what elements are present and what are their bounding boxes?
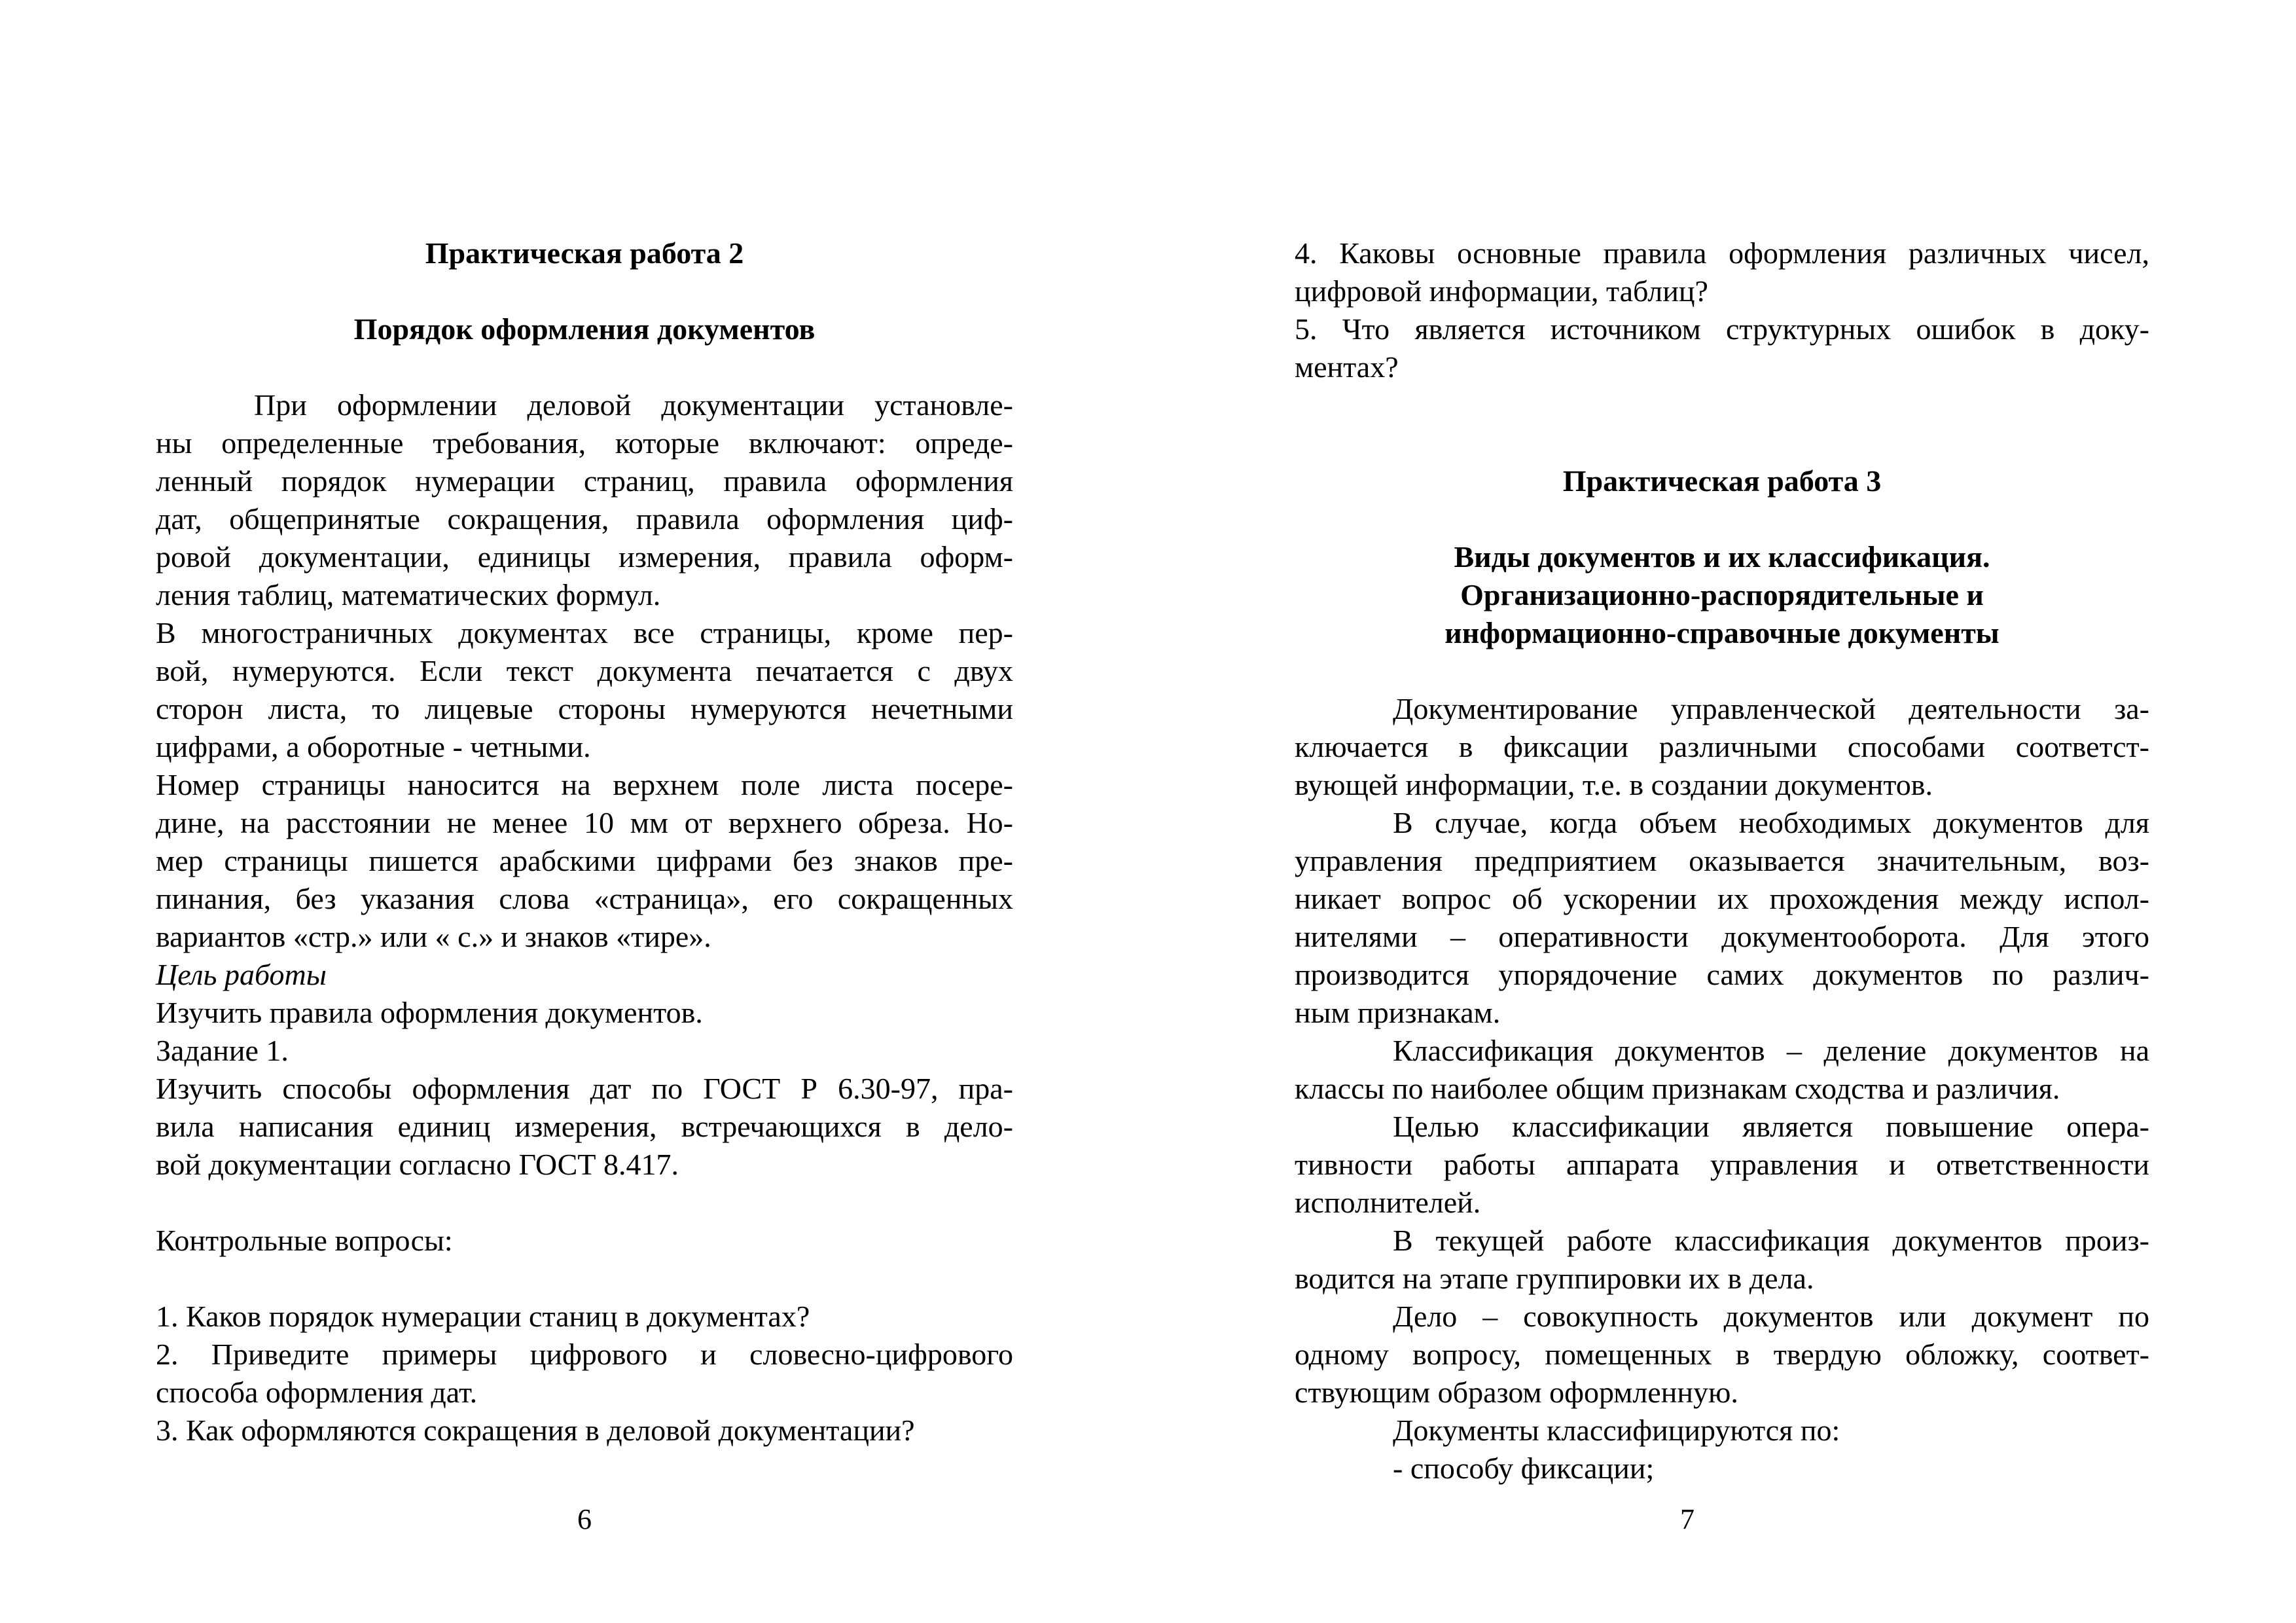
question-item: 3. Как оформляются сокращения в деловой документации? xyxy=(156,1413,915,1447)
right-subheading: Организационно-распорядительные и xyxy=(1460,578,1984,611)
paragraph-line: ствующим образом оформленную. xyxy=(1295,1376,1738,1409)
paragraph-line: ключается в фиксации различными способами соответст- xyxy=(1295,730,2149,763)
paragraph-line: При оформлении деловой документации установле- xyxy=(254,388,1013,422)
paragraph-line: ровой документации, единицы измерения, правила оформ- xyxy=(156,540,1013,574)
paragraph-line: Изучить способы оформления дат по ГОСТ Р 6.30-97, пра- xyxy=(156,1072,1013,1105)
paragraph-line: управления предприятием оказывается значительным, воз- xyxy=(1295,844,2149,877)
paragraph-line: ны определенные требования, которые включают: опреде- xyxy=(156,426,1013,460)
question-item: ментах? xyxy=(1295,350,1399,384)
goal-label: Цель работы xyxy=(156,958,327,991)
questions-label: Контрольные вопросы: xyxy=(156,1224,453,1257)
paragraph-line: В текущей работе классификация документов произ- xyxy=(1393,1224,2149,1257)
paragraph-line: Документы классифицируются по: xyxy=(1393,1413,1840,1447)
paragraph-line: производится упорядочение самих документов по различ- xyxy=(1295,958,2149,991)
paragraph-line: В случае, когда объем необходимых документов для xyxy=(1393,806,2149,839)
paragraph-line: сторон листа, то лицевые стороны нумеруются нечетными xyxy=(156,692,1013,725)
paragraph-line: вила написания единиц измерения, встречающихся в дело- xyxy=(156,1110,1013,1143)
paragraph-line: Номер страницы наносится на верхнем поле листа посере- xyxy=(156,768,1013,801)
left-subheading: Порядок оформления документов xyxy=(353,312,816,346)
question-item: 5. Что является источником структурных ошибок в доку- xyxy=(1295,312,2149,346)
question-item: способа оформления дат. xyxy=(156,1376,478,1409)
paragraph-line: вариантов «стр.» или « с.» и знаков «тире». xyxy=(156,920,711,953)
paragraph-line: классы по наиболее общим признакам сходства и различия. xyxy=(1295,1072,2060,1105)
question-item: 2. Приведите примеры цифрового и словесно-цифрового xyxy=(156,1338,1013,1371)
right-subheading: информационно-справочные документы xyxy=(1444,616,2000,649)
paragraph-line: цифрами, а оборотные - четными. xyxy=(156,730,591,763)
paragraph-line: Документирование управленческой деятельности за- xyxy=(1393,692,2149,725)
paragraph-line: дат, общепринятые сокращения, правила оформления циф- xyxy=(156,502,1013,536)
question-item: 4. Каковы основные правила оформления различных чисел, xyxy=(1295,236,2149,270)
paragraph-line: одному вопросу, помещенных в твердую обложку, соответ- xyxy=(1295,1338,2149,1371)
paragraph-line: никает вопрос об ускорении их прохождения между испол- xyxy=(1295,882,2149,915)
paragraph-line: В многостраничных документах все страницы, кроме пер- xyxy=(156,616,1013,649)
page-number: 6 xyxy=(577,1503,592,1535)
paragraph-line: вующей информации, т.е. в создании документов. xyxy=(1295,768,1933,801)
paragraph-line: Дело – совокупность документов или документ по xyxy=(1393,1300,2149,1333)
paragraph-line: водится на этапе группировки их в дела. xyxy=(1295,1262,1814,1295)
paragraph-line: тивности работы аппарата управления и ответственности xyxy=(1295,1148,2149,1181)
paragraph-line: вой документации согласно ГОСТ 8.417. xyxy=(156,1148,679,1181)
paragraph-line: вой, нумеруются. Если текст документа печатается с двух xyxy=(156,654,1013,687)
right-subheading: Виды документов и их классификация. xyxy=(1454,540,1990,574)
list-item: - способу фиксации; xyxy=(1393,1451,1655,1485)
paragraph-line: Целью классификации является повышение опера- xyxy=(1393,1110,2149,1143)
paragraph-line: ным признакам. xyxy=(1295,996,1501,1029)
paragraph-line: Изучить правила оформления документов. xyxy=(156,996,703,1029)
task-label: Задание 1. xyxy=(156,1034,289,1067)
paragraph-line: пинания, без указания слова «страница», его сокращенных xyxy=(156,882,1013,915)
question-item: цифровой информации, таблиц? xyxy=(1295,274,1708,308)
page-number: 7 xyxy=(1680,1503,1695,1535)
question-item: 1. Каков порядок нумерации станиц в документах? xyxy=(156,1300,810,1333)
paragraph-line: нителями – оперативности документооборота. Для этого xyxy=(1295,920,2149,953)
paragraph-line: дине, на расстоянии не менее 10 мм от верхнего обреза. Но- xyxy=(156,806,1013,839)
right-heading: Практическая работа 3 xyxy=(1562,464,1882,498)
paragraph-line: исполнителей. xyxy=(1295,1186,1481,1219)
paragraph-line: мер страницы пишется арабскими цифрами без знаков пре- xyxy=(156,844,1013,877)
paragraph-line: ления таблиц, математических формул. xyxy=(156,578,661,611)
paragraph-line: Классификация документов – деление документов на xyxy=(1393,1034,2149,1067)
paragraph-line: ленный порядок нумерации страниц, правила оформления xyxy=(156,464,1013,498)
left-heading: Практическая работа 2 xyxy=(425,236,744,270)
